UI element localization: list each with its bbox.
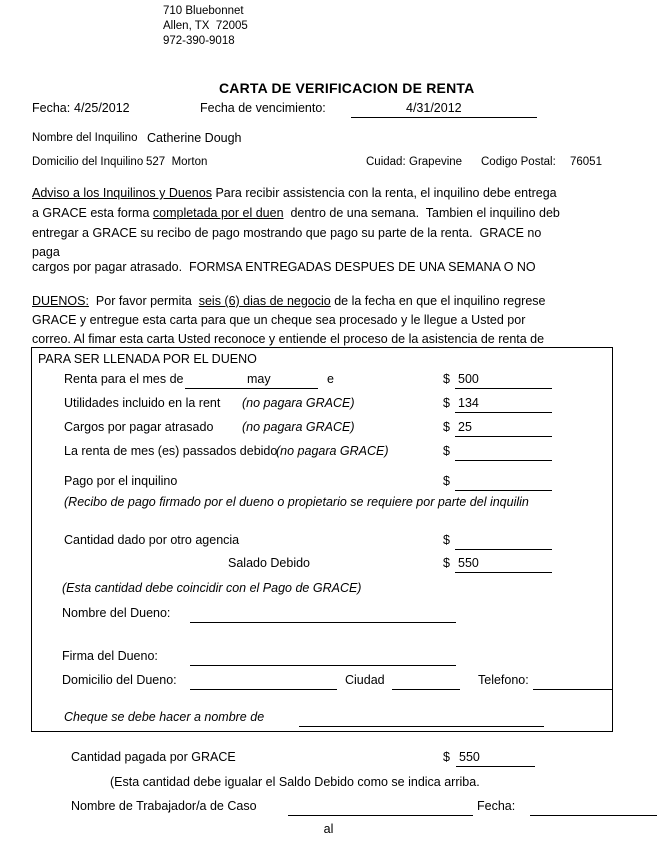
rent-month-rule [185, 388, 318, 389]
caseworker-date-label: Fecha: [477, 799, 516, 813]
owner-signature-label: Firma del Dueno: [62, 649, 158, 663]
rent-row-label: Renta para el mes de [64, 372, 184, 386]
owners-line-1-underlined: seis (6) dias de negocio [198, 294, 331, 308]
caseworker-date-rule[interactable] [530, 815, 657, 816]
row-rule-pago-inquilino [455, 490, 552, 491]
paid-by-grace-amount[interactable]: 550 [459, 750, 480, 764]
check-payable-note: Cheque se debe hacer a nombre de [64, 710, 265, 724]
row-currency-saldo-debido: $ [443, 556, 450, 570]
rent-row-label-suffix: e [327, 372, 334, 386]
fecha-value[interactable]: 4/25/2012 [74, 101, 130, 115]
notice-line-2-underlined: completada por el duen [152, 206, 284, 220]
row-rule-renta-pasada [455, 460, 552, 461]
owner-phone-label: Telefono: [478, 673, 529, 687]
tenant-address-value[interactable]: 527 Morton [146, 156, 208, 168]
owner-signature-rule[interactable] [190, 665, 456, 666]
row-label-otra-agencia: Cantidad dado por otro agencia [64, 533, 240, 547]
row-currency-pago-inquilino: $ [443, 474, 450, 488]
rent-amount-rule [455, 388, 552, 389]
owner-phone-rule[interactable] [533, 689, 612, 690]
row-label-cargos: Cargos por pagar atrasado [64, 420, 214, 434]
row-label-saldo-debido: Salado Debido [228, 556, 311, 570]
notice-line-2-b: dentro de una semana. Tambien el inquilino deb [283, 206, 560, 220]
row-rule-saldo-debido [455, 572, 552, 573]
owners-line-3: correo. Al fimar esta carta Usted reconoce y entiende el proceso de la asistencia de renta de [32, 332, 545, 346]
rent-amount-value[interactable]: 500 [458, 372, 479, 386]
paid-by-grace-label: Cantidad pagada por GRACE [71, 750, 236, 764]
row-note-cargos: (no pagara GRACE) [242, 420, 355, 434]
notice-line-1 [32, 184, 557, 204]
notice-heading: Adviso a los Inquilinos y Duenos [32, 186, 212, 200]
caseworker-name-label: Nombre de Trabajador/a de Caso [71, 799, 257, 813]
row-rule-utilidades [455, 412, 552, 413]
paid-by-grace-rule [456, 766, 535, 767]
match-note: (Esta cantidad debe coincidir con el Pago de GRACE) [62, 581, 362, 595]
org-address-line-1: 710 Bluebonnet [163, 5, 244, 17]
row-label-pago-inquilino: Pago por el inquilino [64, 474, 178, 488]
notice-line-5: cargos por pagar atrasado. FORMSA ENTREGADAS DESPUES DE UNA SEMANA O NO [32, 260, 536, 274]
row-currency-utilidades: $ [443, 396, 450, 410]
row-amount-saldo-debido[interactable]: 550 [458, 556, 479, 570]
vencimiento-rule [351, 117, 537, 118]
row-label-utilidades: Utilidades incluido en la rent [64, 396, 221, 410]
equal-balance-note: (Esta cantidad debe igualar el Saldo Debido como se indica arriba. [110, 775, 480, 789]
rent-currency-symbol: $ [443, 372, 450, 386]
owners-line-1-a: Por favor permita [88, 294, 199, 308]
row-currency-renta-pasada: $ [443, 444, 450, 458]
vencimiento-label: Fecha de vencimiento: [200, 101, 326, 115]
owner-city-rule[interactable] [392, 689, 460, 690]
owner-address-label: Domicilio del Dueno: [62, 673, 177, 687]
row-note-utilidades: (no pagara GRACE) [242, 396, 355, 410]
caseworker-name-rule[interactable] [288, 815, 473, 816]
owners-line-1-b: de la fecha en que el inquilino regrese [330, 294, 546, 308]
owner-name-rule[interactable] [190, 622, 456, 623]
row-currency-otra-agencia: $ [443, 533, 450, 547]
owners-line-2: GRACE y entregue esta carta para que un cheque sea procesado y le llegue a Usted por [32, 313, 526, 327]
vencimiento-value[interactable]: 4/31/2012 [406, 101, 462, 115]
row-amount-utilidades[interactable]: 134 [458, 396, 479, 410]
paid-by-grace-currency: $ [443, 750, 450, 764]
page-title: CARTA DE VERIFICACION DE RENTA [219, 80, 475, 96]
receipt-note: (Recibo de pago firmado por el dueno o propietario se requiere por parte del inquilin [64, 495, 529, 509]
owner-address-rule[interactable] [190, 689, 337, 690]
row-rule-cargos [455, 436, 552, 437]
org-phone: 972-390-9018 [163, 35, 235, 47]
notice-line-3: entregar a GRACE su recibo de pago mostrando que pago su parte de la renta. GRACE no [32, 226, 542, 240]
notice-line-4: paga [32, 245, 60, 259]
rent-month-value[interactable]: may [247, 372, 271, 386]
fecha-label: Fecha: [32, 101, 71, 115]
notice-line-2 [32, 204, 560, 224]
owners-heading: DUENOS: [32, 294, 89, 308]
tenant-city-value[interactable]: Grapevine [409, 156, 463, 168]
notice-line-2-a: a GRACE esta forma [32, 206, 153, 220]
org-address-line-2: Allen, TX 72005 [163, 20, 248, 32]
row-currency-cargos: $ [443, 420, 450, 434]
tenant-zip-label: Codigo Postal: [481, 156, 556, 168]
tenant-address-label: Domicilio del Inquilino [32, 156, 144, 168]
check-payable-rule[interactable] [299, 726, 544, 727]
row-label-renta-pasada: La renta de mes (es) passados debido [64, 444, 278, 458]
tenant-name-label: Nombre del Inquilino [32, 132, 138, 144]
tenant-city-label: Cuidad: [366, 156, 406, 168]
row-rule-otra-agencia [455, 549, 552, 550]
section-title: PARA SER LLENADA POR EL DUENO [38, 352, 257, 366]
owner-city-label: Ciudad [345, 673, 385, 687]
row-note-renta-pasada: (no pagara GRACE) [276, 444, 389, 458]
row-amount-cargos[interactable]: 25 [458, 420, 472, 434]
tenant-name-value[interactable]: Catherine Dough [147, 131, 242, 145]
notice-line-1-rest: Para recibir assistencia con la renta, el inquilino debe entrega [211, 186, 557, 200]
owners-line-1 [32, 292, 545, 312]
owner-name-label: Nombre del Dueno: [62, 606, 171, 620]
tenant-zip-value[interactable]: 76051 [570, 156, 602, 168]
bottom-mark: al [323, 822, 334, 836]
